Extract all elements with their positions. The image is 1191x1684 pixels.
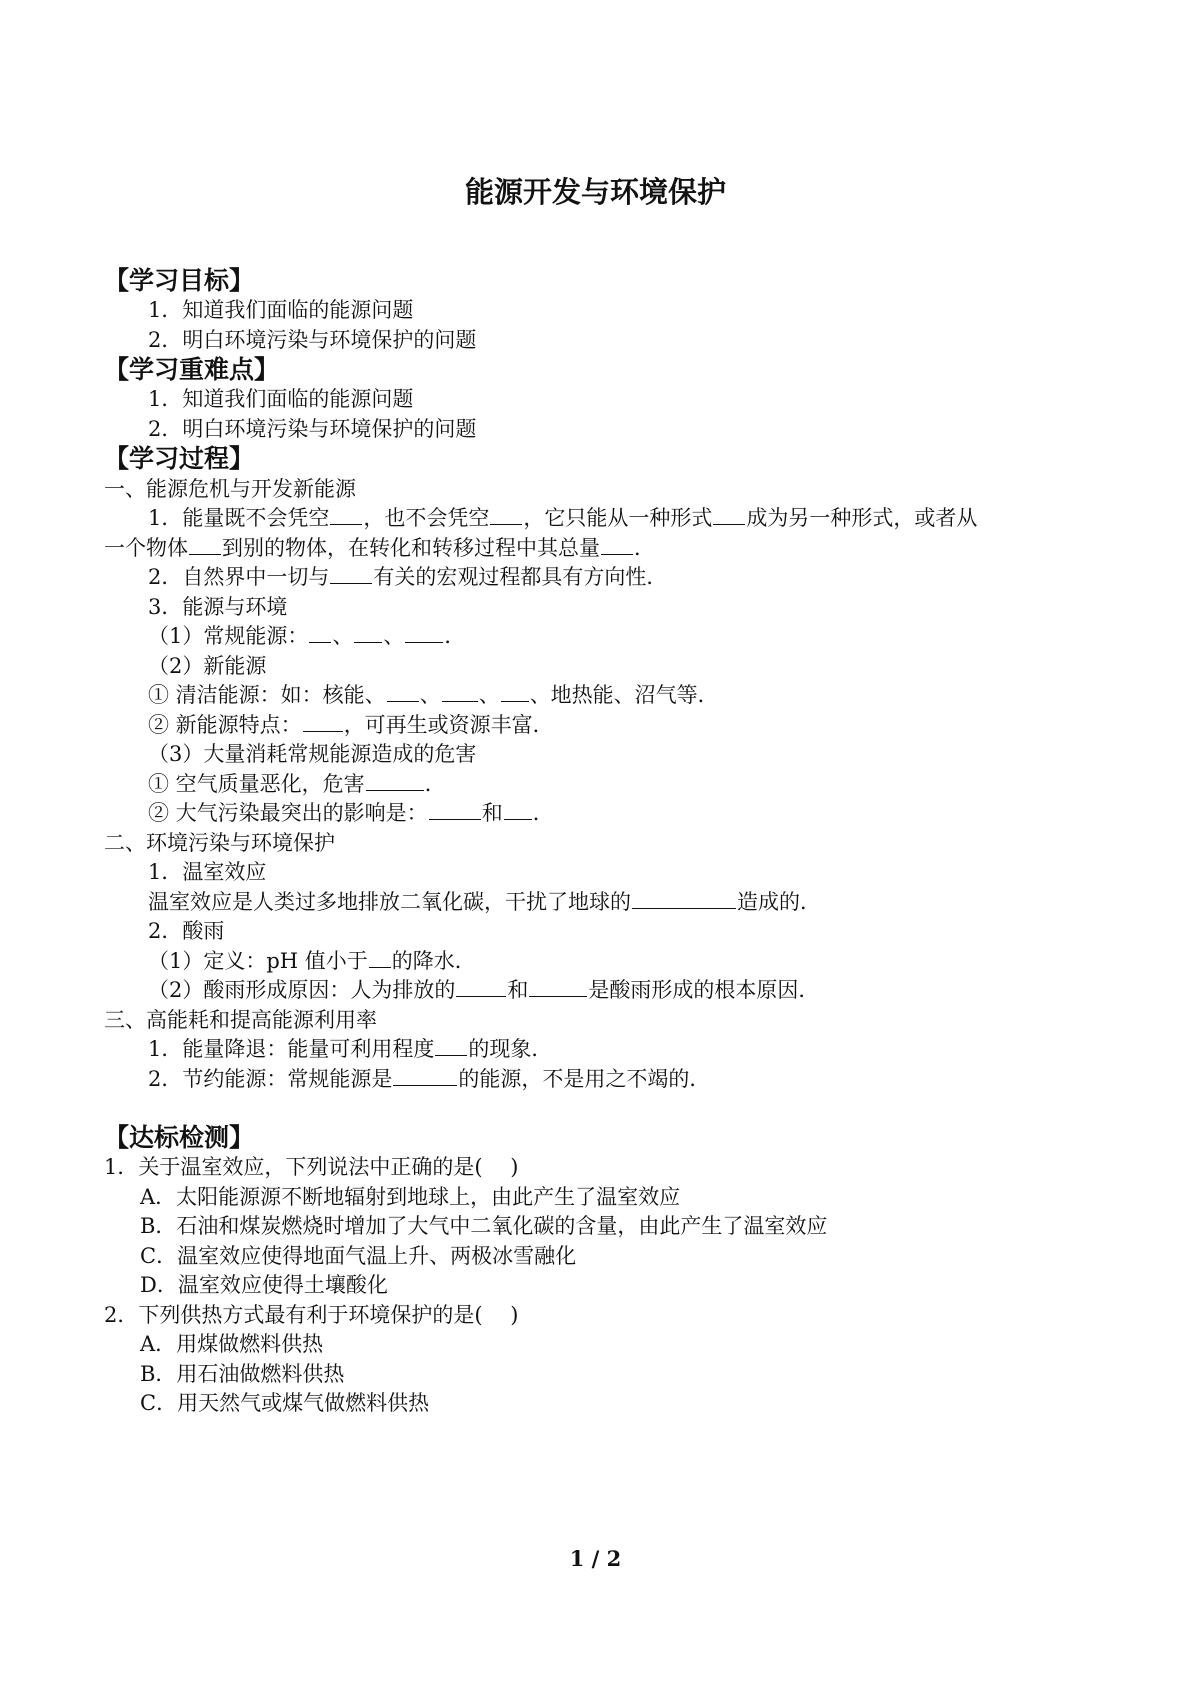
key-points-heading: 【学习重难点】 [104, 355, 280, 384]
goal-item: 1．知道我们面临的能源问题 [148, 298, 414, 322]
part3-title: 三、高能耗和提高能源利用率 [104, 1008, 377, 1032]
fill-blank[interactable] [601, 536, 633, 555]
part1-q3-2a: ① 清洁能源：如：核能、 、 、 、地热能、沼气等． [148, 683, 719, 707]
fill-blank[interactable] [189, 536, 221, 555]
fill-blank[interactable] [429, 801, 481, 820]
part3-q1: 1．能量降退：能量可利用程度 的现象． [148, 1037, 553, 1061]
key-point-item: 1．知道我们面临的能源问题 [148, 387, 414, 411]
fill-blank[interactable] [354, 624, 382, 643]
fill-blank[interactable] [504, 801, 532, 820]
fill-blank[interactable] [330, 565, 372, 584]
test-q1-option: B．石油和煤炭燃烧时增加了大气中二氧化碳的含量，由此产生了温室效应 [140, 1214, 828, 1238]
part1-q3-2: （2）新能源 [148, 654, 267, 678]
test-q2-option: B．用石油做燃料供热 [140, 1362, 345, 1386]
fill-blank[interactable] [366, 772, 424, 791]
part1-q3-3: （3）大量消耗常规能源造成的危害 [148, 742, 477, 766]
part2-title: 二、环境污染与环境保护 [104, 831, 335, 855]
test-q2-stem: 2．下列供热方式最有利于环境保护的是( ) [104, 1303, 519, 1327]
fill-blank[interactable] [405, 624, 443, 643]
fill-blank[interactable] [490, 506, 522, 525]
part1-q3-3b: ② 大气污染最突出的影响是： 和 ． [148, 801, 554, 825]
part1-q1-line2: 一个物体 到别的物体，在转化和转移过程中其总量 ． [104, 536, 655, 560]
fill-blank[interactable] [529, 978, 587, 997]
test-q1-option: C．温室效应使得地面气温上升、两极冰雪融化 [140, 1244, 577, 1268]
fill-blank[interactable] [309, 624, 331, 643]
test-q1-option: A．太阳能源源不断地辐射到地球上，由此产生了温室效应 [140, 1185, 681, 1209]
fill-blank[interactable] [393, 1067, 457, 1086]
fill-blank[interactable] [632, 890, 736, 909]
fill-blank[interactable] [501, 683, 529, 702]
fill-blank[interactable] [713, 506, 745, 525]
test-q1-option: D．温室效应使得土壤酸化 [140, 1273, 388, 1297]
test-heading: 【达标检测】 [104, 1123, 255, 1152]
goal-item: 2．明白环境污染与环境保护的问题 [148, 328, 477, 352]
key-point-item: 2．明白环境污染与环境保护的问题 [148, 417, 477, 441]
part2-q2: 2．酸雨 [148, 919, 225, 943]
fill-blank[interactable] [387, 683, 419, 702]
fill-blank[interactable] [442, 683, 478, 702]
part1-q3-2b: ② 新能源特点： ，可再生或资源丰富． [148, 713, 554, 737]
part1-q3-1: （1）常规能源： 、 、 ． [148, 624, 466, 648]
part2-q2-2: （2）酸雨形成原因：人为排放的 和 是酸雨形成的根本原因． [148, 978, 820, 1002]
fill-blank[interactable] [330, 506, 362, 525]
test-q2-option: A．用煤做燃料供热 [140, 1332, 324, 1356]
fill-blank[interactable] [369, 949, 391, 968]
part2-q1-text: 温室效应是人类过多地排放二氧化碳，干扰了地球的 造成的． [148, 890, 821, 914]
part2-q1: 1．温室效应 [148, 860, 267, 884]
part1-q1-line1: 1．能量既不会凭空 ，也不会凭空 ，它只能从一种形式 成为另一种形式，或者从 [148, 506, 978, 530]
part1-q2: 2．自然界中一切与 有关的宏观过程都具有方向性． [148, 565, 668, 589]
process-heading: 【学习过程】 [104, 444, 255, 473]
page-number: 1 / 2 [569, 1546, 622, 1571]
fill-blank[interactable] [435, 1037, 467, 1056]
part1-q3-3a: ① 空气质量恶化，危害 ． [148, 772, 446, 796]
goals-heading: 【学习目标】 [104, 266, 255, 295]
part1-q3: 3．能源与环境 [148, 595, 288, 619]
fill-blank[interactable] [456, 978, 506, 997]
part1-title: 一、能源危机与开发新能源 [104, 477, 356, 501]
test-q1-stem: 1．关于温室效应，下列说法中正确的是( ) [104, 1155, 519, 1179]
test-q2-option: C．用天然气或煤气做燃料供热 [140, 1391, 430, 1415]
part3-q2: 2．节约能源：常规能源是 的能源，不是用之不竭的． [148, 1067, 711, 1091]
page-title: 能源开发与环境保护 [464, 175, 726, 209]
fill-blank[interactable] [303, 713, 343, 732]
part2-q2-1: （1）定义：pH 值小于 的降水． [148, 949, 476, 973]
